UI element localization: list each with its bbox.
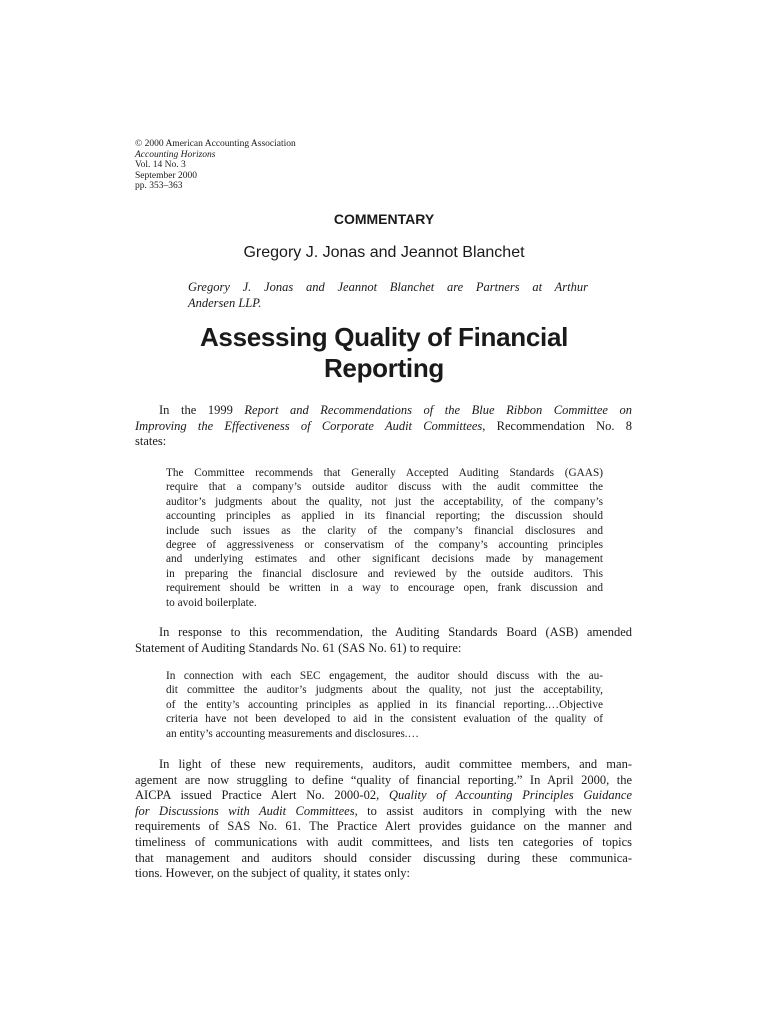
text-run: In the 1999 [159,403,245,417]
body-paragraph [135,625,632,656]
paragraph-line [135,419,632,435]
paragraph-line: requirements of SAS No. 61. The Practice Alert provides guidance on the manner and [135,819,632,834]
article-title-line: Assessing Quality of Financial [199,322,569,352]
issue-date: September 2000 [135,170,198,181]
journal-masthead [135,139,296,192]
quote-line: dit committee the auditor’s judgments about the quality, not just the acceptability, [166,684,603,697]
page-range: pp. 353–363 [135,181,183,192]
paragraph-line: In response to this recommendation, the Auditing Standards Board (ASB) amended [159,625,632,639]
quote-line: require that a company’s outside auditor discuss with the audit committee the [166,481,603,494]
block-quote [166,466,603,610]
paragraph-line: agement are now struggling to define “quality of financial reporting.” In April 2000, the [135,772,632,787]
article-title-line: Reporting [323,353,445,383]
cited-alert-title: Quality of Accounting Principles Guidance [389,788,632,803]
paragraph-line [135,403,632,419]
section-label: COMMENTARY [333,211,435,227]
quote-line: to avoid boilerplate. [166,596,257,609]
paragraph-line: In light of these new requirements, auditors, audit committee members, and man- [159,757,632,771]
article-title [0,322,768,384]
text-run: AICPA issued Practice Alert No. 2000-02, [135,788,389,803]
affiliation-line: Gregory J. Jonas and Jeannot Blanchet are Partners at Arthur [188,280,588,294]
paragraph-line: Statement of Auditing Standards No. 61 (SAS No. 61) to require: [135,640,462,655]
quote-line: of the entity’s accounting principles as applied in its financial reporting.…Objective [166,698,603,711]
journal-name: Accounting Horizons [135,149,216,160]
paragraph-line [135,788,632,804]
quote-line: degree of aggressiveness or conservatism of the company’s accounting principles [166,539,603,552]
author-names: Gregory J. Jonas and Jeannot Blanchet [243,244,525,261]
quote-line: accounting principles as applied in its financial reporting; the discussion should [166,510,603,523]
block-quote [166,669,603,741]
paragraph-line: that management and auditors should consider discussing during these communica- [135,850,632,865]
quote-line: auditor’s judgments about the quality, not just the acceptability, of the company’s [166,495,603,508]
body-paragraph [135,403,632,450]
quote-line: in preparing the financial disclosure and reviewed by the outside auditors. This [166,567,603,580]
cited-alert-title: for Discussions with Audit Committees [135,803,355,818]
body-paragraph [135,757,632,882]
paragraph-line: timeliness of communications with audit committees, and lists ten categories of topics [135,834,632,849]
paragraph-line: states: [135,434,167,449]
quote-line: In connection with each SEC engagement, the auditor should discuss with the au- [166,670,603,682]
quote-line: include such issues as the clarity of the company’s financial disclosures and [166,524,603,537]
text-run: , Recommendation No. 8 [482,418,632,433]
affiliation-line: Andersen LLP. [188,295,262,310]
cited-report-title: Report and Recommendations of the Blue Ribbon Committee on [244,403,632,417]
quote-line: an entity’s accounting measurements and disclosures.… [166,727,419,740]
copyright-line: © 2000 American Accounting Association [135,139,296,149]
quote-line: criteria have not been developed to aid in the consistent evaluation of the quality of [166,713,603,726]
quote-line: The Committee recommends that Generally Accepted Auditing Standards (GAAS) [166,467,603,479]
paragraph-line [135,804,632,820]
author-affiliation [188,280,588,311]
text-run: , to assist auditors in complying with the new [354,803,632,818]
volume-line: Vol. 14 No. 3 [135,160,186,171]
cited-report-title: Improving the Effectiveness of Corporate Audit Committees [135,418,483,433]
paragraph-line: tions. However, on the subject of quality, it states only: [135,866,411,881]
quote-line: requirement should be written in a way to encourage open, frank discussion and [166,582,603,595]
quote-line: and underlying estimates and other significant decisions made by management [166,553,603,566]
